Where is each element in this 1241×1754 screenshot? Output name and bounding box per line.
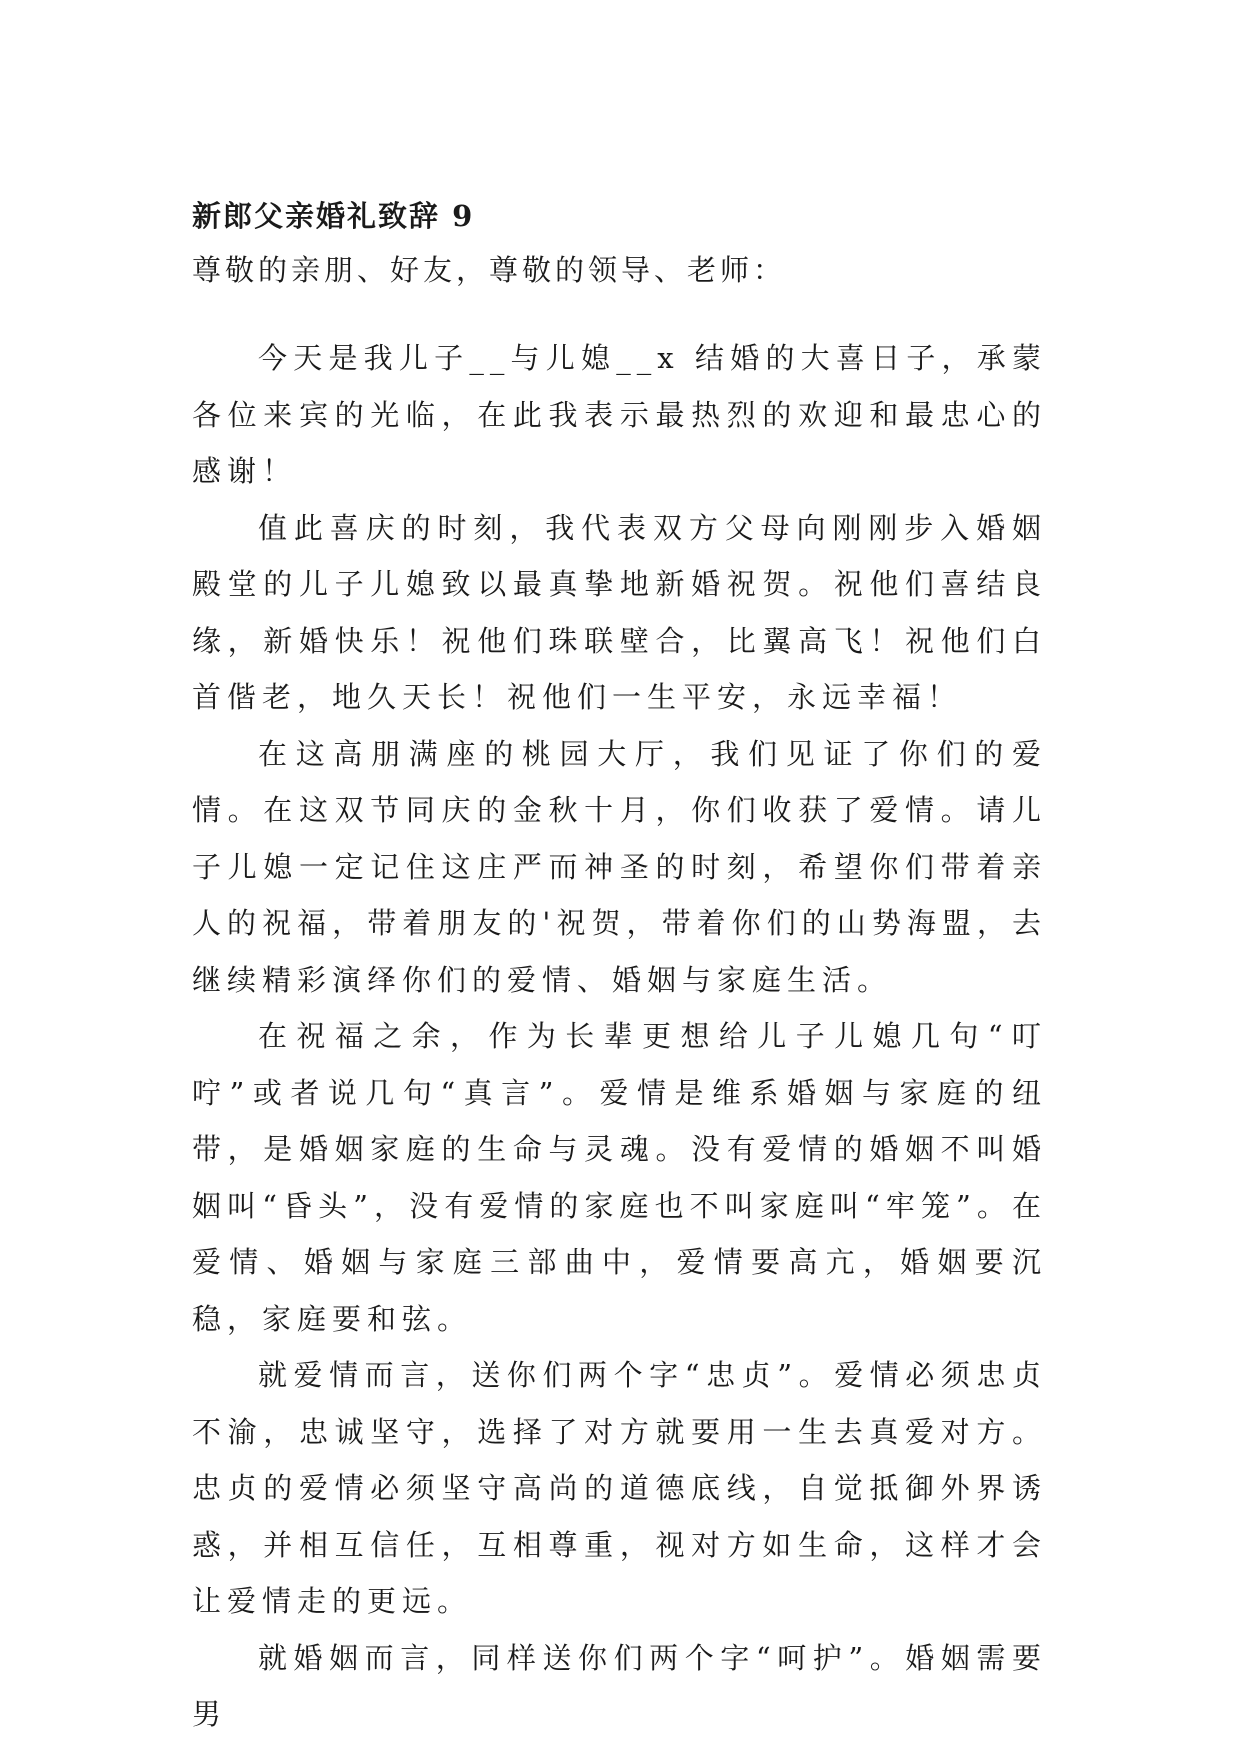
document-title: 新郎父亲婚礼致辞 9	[192, 199, 475, 233]
paragraph: 就婚姻而言，同样送你们两个字“呵护”。婚姻需要男	[192, 1640, 1047, 1731]
paragraph: 在这高朋满座的桃园大厅，我们见证了你们的爱情。在这双节同庆的金秋十月，你们收获了爱情。请儿子儿媳一定记住这庄严而神圣的时刻，希望你们带着亲人的祝福，带着朋友的'祝贺，带着你们的山势海盟，去继续精彩演绎你们的爱情、婚姻与家庭生活。	[192, 736, 1047, 997]
paragraph: 今天是我儿子__与儿媳__x 结婚的大喜日子，承蒙各位来宾的光临，在此我表示最热烈的欢迎和最忠心的感谢！	[192, 341, 1047, 488]
document-body	[192, 330, 1047, 1743]
paragraph: 在祝福之余，作为长辈更想给儿子儿媳几句“叮咛”或者说几句“真言”。爱情是维系婚姻与家庭的纽带，是婚姻家庭的生命与灵魂。没有爱情的婚姻不叫婚姻叫“昏头”，没有爱情的家庭也不叫家庭叫“牢笼”。在爱情、婚姻与家庭三部曲中，爱情要高亢，婚姻要沉稳，家庭要和弦。	[192, 1019, 1047, 1336]
salutation: 尊敬的亲朋、好友，尊敬的领导、老师：	[192, 253, 787, 287]
paragraph: 就爱情而言，送你们两个字“忠贞”。爱情必须忠贞不渝，忠诚坚守，选择了对方就要用一生去真爱对方。忠贞的爱情必须坚守高尚的道德底线，自觉抵御外界诱惑，并相互信任，互相尊重，视对方如生命，这样才会让爱情走的更远。	[192, 1358, 1047, 1618]
paragraph: 值此喜庆的时刻，我代表双方父母向刚刚步入婚姻殿堂的儿子儿媳致以最真挚地新婚祝贺。祝他们喜结良缘，新婚快乐！祝他们珠联壁合，比翼高飞！祝他们白首偕老，地久天长！祝他们一生平安，永远幸福！	[192, 510, 1047, 714]
